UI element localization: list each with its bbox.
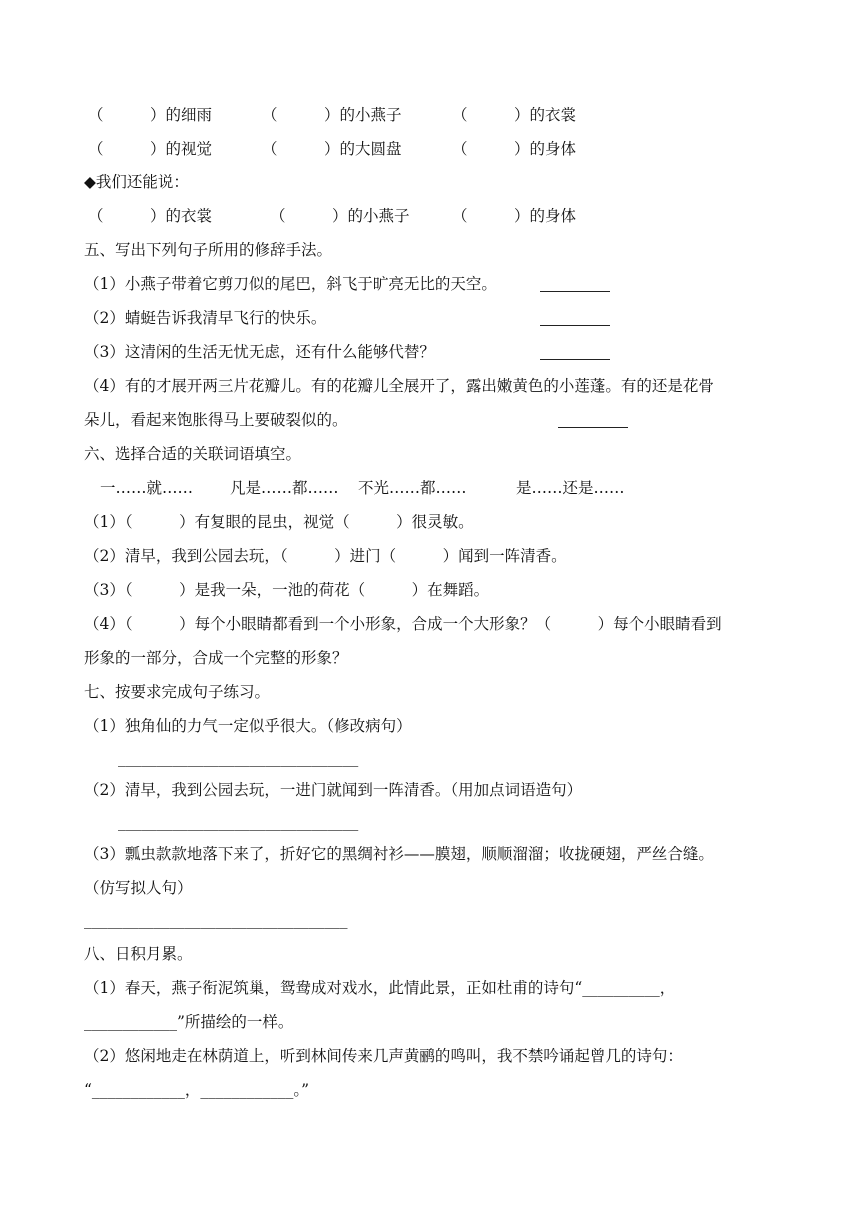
q5-4-line2: 朵儿，看起来饱胀得马上要破裂似的。 bbox=[84, 411, 348, 429]
q8-1-line2: ____________”所描绘的一样。 bbox=[84, 1013, 294, 1031]
phrase-item: （ ）的小燕子 bbox=[262, 106, 402, 124]
section-5-title: 五、写出下列句子所用的修辞手法。 bbox=[84, 241, 333, 259]
phrase-item: （ ）的细雨 bbox=[88, 106, 213, 124]
answer-blank[interactable] bbox=[558, 411, 628, 428]
q8-2-line1: （2）悠闲地走在林荫道上，听到林间传来几声黄鹂的鸣叫，我不禁吟诵起曾几的诗句： bbox=[84, 1047, 683, 1065]
q7-3-line1: （3）瓢虫款款地落下来了，折好它的黑绸衬衫——膜翅，顺顺溜溜；收拢硬翅，严丝合缝。 bbox=[84, 845, 714, 863]
answer-line[interactable]: _______________________________ bbox=[118, 813, 359, 831]
answer-blank[interactable] bbox=[540, 309, 610, 326]
q6-4-line2: 形象的一部分，合成一个完整的形象？ bbox=[84, 649, 348, 667]
q5-3: （3）这清闲的生活无忧无虑，还有什么能够代替？ bbox=[84, 343, 435, 361]
answer-line[interactable]: _______________________________ bbox=[118, 749, 359, 767]
section-8-title: 八、日积月累。 bbox=[84, 945, 193, 963]
q6-2: （2）清早，我到公园去玩，（ ）进门（ ）闻到一阵清香。 bbox=[84, 547, 567, 565]
answer-blank[interactable] bbox=[540, 275, 610, 292]
q5-4-line1: （4）有的才展开两三片花瓣儿。有的花瓣儿全展开了，露出嫩黄色的小莲蓬。有的还是花骨 bbox=[84, 377, 714, 395]
q5-2: （2）蜻蜓告诉我清早飞行的快乐。 bbox=[84, 309, 327, 327]
option: 一……就…… bbox=[100, 479, 194, 497]
q6-1: （1）（ ）有复眼的昆虫，视觉（ ）很灵敏。 bbox=[84, 513, 474, 531]
q5-1: （1）小燕子带着它剪刀似的尾巴，斜飞于旷亮无比的天空。 bbox=[84, 275, 497, 293]
q7-1: （1）独角仙的力气一定似乎很大。（修改病句） bbox=[84, 717, 412, 735]
phrase-item: （ ）的视觉 bbox=[88, 140, 213, 158]
phrase-item: （ ）的大圆盘 bbox=[262, 140, 402, 158]
option: 凡是……都…… bbox=[230, 479, 339, 497]
phrase-item: （ ）的身体 bbox=[452, 207, 577, 225]
section-6-title: 六、选择合适的关联词语填空。 bbox=[84, 445, 302, 463]
answer-blank[interactable] bbox=[540, 343, 610, 360]
section-7-title: 七、按要求完成句子练习。 bbox=[84, 683, 271, 701]
q7-3-line2: （仿写拟人句） bbox=[84, 879, 193, 897]
option: 不光……都…… bbox=[358, 479, 467, 497]
q6-3: （3）（ ）是我一朵，一池的荷花（ ）在舞蹈。 bbox=[84, 581, 490, 599]
also-say-label: ◆我们还能说： bbox=[84, 173, 189, 191]
answer-line[interactable]: __________________________________ bbox=[84, 911, 348, 929]
phrase-item: （ ）的身体 bbox=[452, 140, 577, 158]
q7-2: （2）清早，我到公园去玩，一进门就闻到一阵清香。（用加点词语造句） bbox=[84, 781, 583, 799]
option: 是……还是…… bbox=[516, 479, 625, 497]
q8-1-line1: （1）春天，燕子衔泥筑巢，鸳鸯成对戏水，此情此景，正如杜甫的诗句“__________， bbox=[84, 979, 676, 997]
q6-4-line1: （4）（ ）每个小眼睛都看到一个小形象，合成一个大形象？（ ）每个小眼睛看到 bbox=[84, 615, 722, 633]
phrase-item: （ ）的衣裳 bbox=[88, 207, 213, 225]
phrase-item: （ ）的衣裳 bbox=[452, 106, 577, 124]
q8-2-line2: “____________，____________。” bbox=[84, 1081, 310, 1099]
phrase-item: （ ）的小燕子 bbox=[270, 207, 410, 225]
